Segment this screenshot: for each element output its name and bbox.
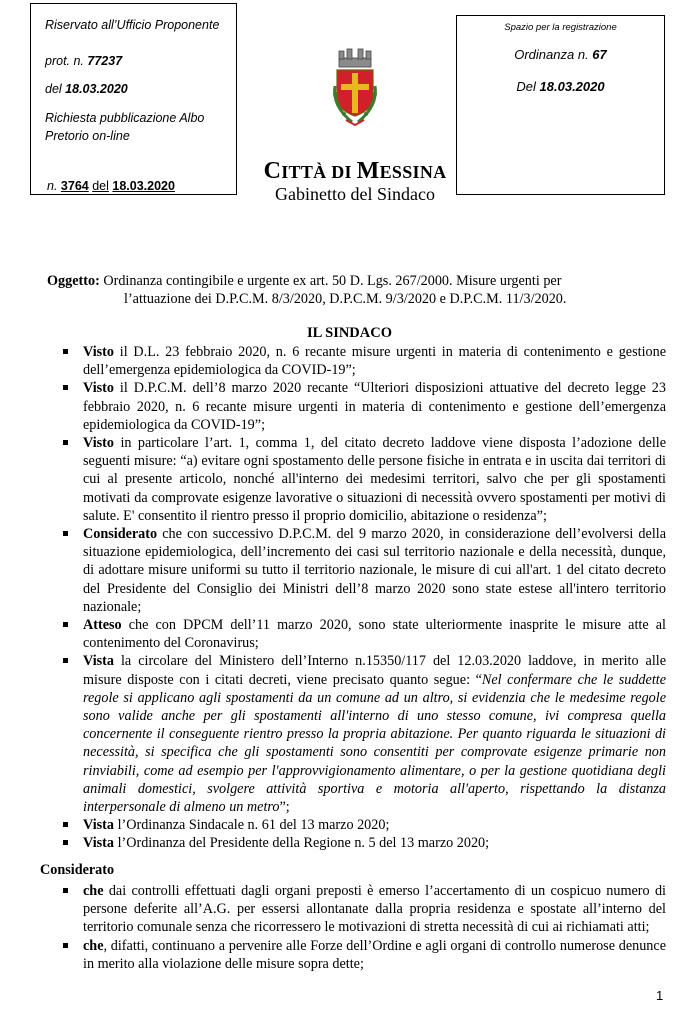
proponent-office-label: Riservato all’Ufficio Proponente — [45, 18, 220, 32]
city-name: CITTÀ DI MESSINA — [263, 158, 447, 184]
section-heading: IL SINDACO — [306, 325, 392, 341]
list-item: Vista la circolare del Ministero dell’Interno n.15350/117 del 12.03.2020 laddove, in merito alle misure disposte con i citati decreti, viene precisato quanto segue: “Nel confermare che le suddette regole si applicano agli spostamenti da un comune ad un altro, si evidenzia che le medesime regole sono valide anche per gli spostamenti all'interno di uno stesso comune, ivi compresa quella concernente il conseguente rientro presso la propria abitazione. Per quanto riguarda le situazioni di necessità, si specifica che gli spostamenti sono consentiti per comprovate esigenze primarie non rinviabili, come ad esempio per l'approvvigionamento alimentare, o per la gestione quotidiana degli animali domestici, svolgere attività sportiva e motoria all'aperto, rispettando la distanza interpersonale di almeno un metro”; — [63, 652, 666, 816]
bullet-icon — [63, 888, 68, 893]
subject-block — [47, 272, 667, 308]
bullet-icon — [63, 658, 68, 663]
subject-line2: l’attuazione dei D.P.C.M. 8/3/2020, D.P.C.M. 9/3/2020 e D.P.C.M. 11/3/2020. — [124, 291, 567, 307]
list-item: Visto in particolare l’art. 1, comma 1, del citato decreto laddove viene disposta l’adozione delle seguenti misure: “a) evitare ogni spostamento delle persone fisiche in entrata e in uscita dai territori di cui al presente articolo, nonché all'interno dei medesimi territori, salvo che per gli spostamenti motivati da comprovate esigenze lavorative o situazioni di necessità ovvero spostamenti per motivi di salute. E' consentito il rientro presso il proprio domicilio, abitazione o residenza”; — [63, 434, 666, 525]
bullet-icon — [63, 440, 68, 445]
registration-space-label: Spazio per la registrazione — [504, 22, 617, 33]
list-item: che dai controlli effettuati dagli organi preposti è emerso l’accertamento di un cospicuo numero di persone deferite all’A.G. per essersi allontanate dalla propria residenza e spostate all’interno del territorio comunale senza che ricorressero le motivazioni di stretta necessità di cui ai richiamati atti; — [63, 882, 666, 937]
publication-number: 3764 — [60, 179, 89, 193]
ordinance-date-line: Del 18.03.2020 — [516, 79, 605, 94]
ordinance-date: 18.03.2020 — [539, 79, 605, 94]
bullet-icon — [63, 840, 68, 845]
bullet-icon — [63, 531, 68, 536]
list-item: Atteso che con DPCM dell’11 marzo 2020, sono state ulteriormente inasprite le misure atte al contenimento del Coronavirus; — [63, 616, 666, 652]
page-number: 1 — [656, 988, 664, 1003]
list-item: Considerato che con successivo D.P.C.M. del 9 marzo 2020, in considerazione dell’evolversi della situazione epidemiologica, dell’incremento dei casi sul territorio nazionale e della necessità, dunque, di adottare misure uniformi su tutto il territorio nazionale, le misure di cui all'art. 1 del citato decreto del Presidente del Consiglio dei Ministri dell’8 marzo 2020 sono state estese all'intero territorio nazionale; — [63, 525, 666, 616]
list-item: Vista l’Ordinanza del Presidente della Regione n. 5 del 13 marzo 2020; — [63, 834, 666, 852]
recitals-list — [63, 343, 666, 853]
protocol-date-line: del 18.03.2020 — [45, 82, 128, 96]
cabinet-subtitle: Gabinetto del Sindaco — [275, 184, 435, 204]
publication-date: 18.03.2020 — [112, 179, 175, 193]
bullet-icon — [63, 385, 68, 390]
publication-request-line1: Richiesta pubblicazione Albo — [45, 111, 205, 125]
protocol-line: prot. n. 77237 — [45, 54, 123, 68]
protocol-date: 18.03.2020 — [65, 82, 128, 96]
list-item: Visto il D.P.C.M. dell’8 marzo 2020 recante “Ulteriori disposizioni attuative del decreto legge 23 febbraio 2020, n. 6 recante misure urgenti in materia di contenimento e gestione dell’emergenza epidemiologica da COVID-19”; — [63, 379, 666, 434]
list-item: Visto il D.L. 23 febbraio 2020, n. 6 recante misure urgenti in materia di contenimento e gestione dell’emergenza epidemiologica da COVID-19”; — [63, 343, 666, 379]
proponent-box — [30, 3, 237, 195]
list-item: che, difatti, continuano a pervenire alle Forze dell’Ordine e agli organi di controllo numerose denunce in merito alla violazione delle misure sopra dette; — [63, 937, 666, 973]
publication-request-line2: Pretorio on-line — [45, 129, 130, 143]
ordinance-number: 67 — [592, 47, 607, 62]
city-crest-icon — [330, 46, 380, 128]
subject-label: Oggetto: — [47, 273, 100, 289]
considerato-list — [63, 882, 666, 973]
bullet-icon — [63, 349, 68, 354]
list-item: Vista l’Ordinanza Sindacale n. 61 del 13 marzo 2020; — [63, 816, 666, 834]
ordinance-number-line: Ordinanza n. 67 — [514, 47, 607, 62]
subject-line1: Oggetto: Ordinanza contingibile e urgente ex art. 50 D. Lgs. 267/2000. Misure urgenti per — [47, 273, 562, 289]
protocol-number: 77237 — [87, 54, 123, 68]
bullet-icon — [63, 622, 68, 627]
registration-box — [456, 15, 665, 195]
bullet-icon — [63, 822, 68, 827]
publication-number-line: n. 3764 del 18.03.2020 — [47, 179, 175, 193]
bullet-icon — [63, 943, 68, 948]
considerato-heading: Considerato — [40, 862, 115, 878]
